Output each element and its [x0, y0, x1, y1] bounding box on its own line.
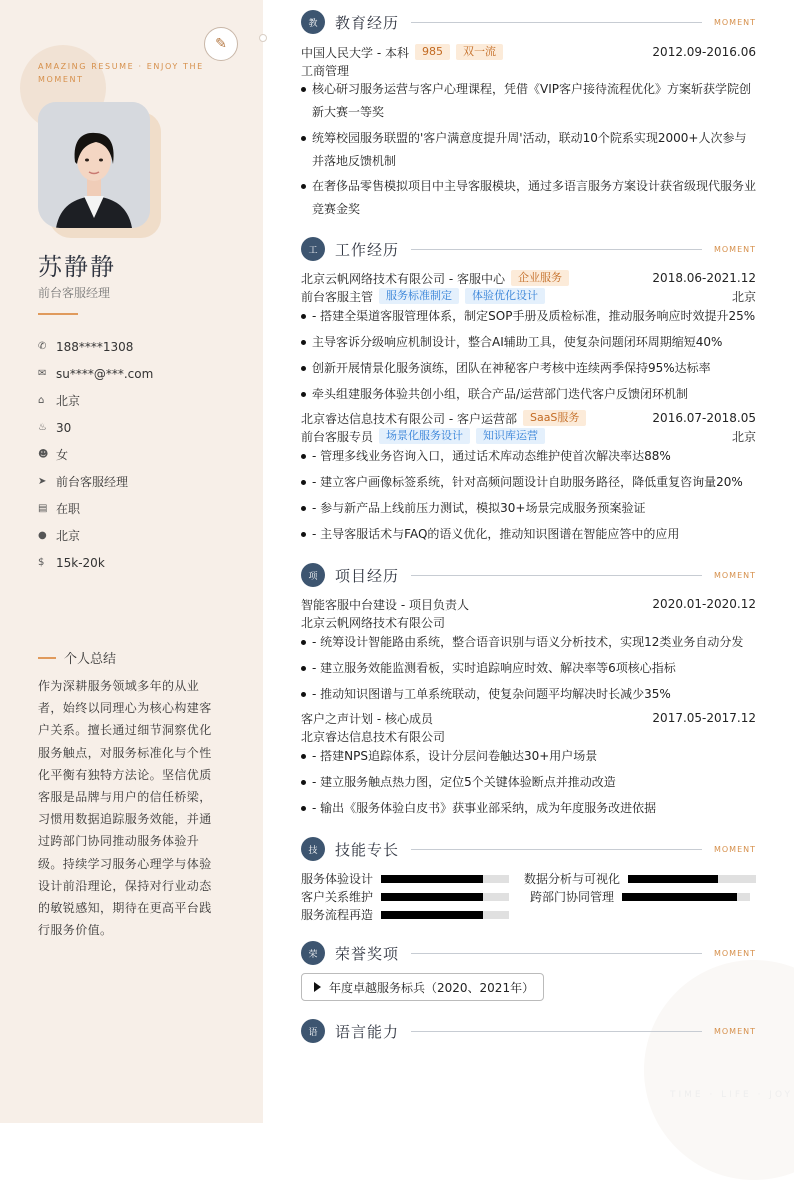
info-email: ✉ su****@***.com — [38, 366, 154, 381]
gender-icon: ☻ — [38, 449, 49, 460]
pen-icon: ✎ — [204, 27, 238, 61]
section-languages — [301, 1019, 756, 1043]
section-title: 荣誉奖项 — [335, 944, 400, 963]
section-line — [411, 849, 702, 850]
section-line — [411, 1031, 702, 1032]
avatar — [38, 102, 150, 228]
tagline: AMAZING RESUME · ENJOY THE MOMENT — [38, 62, 204, 84]
list-item: - 参与新产品上线前压力测试，模拟30+场景完成服务预案验证 — [301, 497, 756, 520]
list-item: 核心研习服务运营与客户心理课程，凭借《VIP客户接待流程优化》方案斩获学院创新大赛一等奖 — [301, 78, 756, 123]
skill-bar-fill — [622, 893, 737, 901]
info-phone: ✆ 188****1308 — [38, 339, 134, 354]
skill-bar — [381, 875, 509, 883]
section-education — [301, 10, 756, 34]
section-skills — [301, 837, 756, 861]
section-icon: 工 — [301, 237, 325, 261]
list-item: - 管理多线业务咨询入口，通过话术库动态维护使首次解决率达88% — [301, 445, 756, 468]
list-item: 牵头组建服务体验共创小组，联合产品/运营部门迭代客户反馈闭环机制 — [301, 383, 756, 406]
section-line — [411, 953, 702, 954]
list-item: 创新开展情景化服务演练，团队在神秘客户考核中连续两季保持95%达标率 — [301, 357, 756, 380]
company-tag: 企业服务 — [511, 270, 569, 286]
cake-icon: ♨ — [38, 422, 47, 433]
section-title: 项目经历 — [335, 566, 400, 585]
tag-double-first: 双一流 — [456, 44, 503, 60]
skill-bar-fill — [381, 911, 483, 919]
summary-heading: 个人总结 — [38, 648, 116, 667]
skill-bar — [381, 911, 509, 919]
list-item: 统筹校园服务联盟的'客户满意度提升周'活动，联动10个院系实现2000+人次参与并落地反馈机制 — [301, 127, 756, 172]
candidate-name: 苏静静 — [38, 253, 116, 281]
skill-bar-fill — [381, 875, 483, 883]
info-salary: $ 15k-20k — [38, 555, 105, 570]
summary-text: 作为深耕服务领域多年的从业者，始终以同理心为核心构建客户关系。擅长通过细节洞察优化服务触点，对服务标准化与个性化平衡有独特方法论。坚信优质客服是品牌与用户的信任桥梁，习惯用数据追踪服务效能，并通过跨部门协同推动服务体验升级。持续学习服务心理学与体验设计前沿理论，保持对行业动态的敏锐感知，期待在更高平台践行服务价值。 — [38, 679, 212, 938]
work-position-row: 前台客服主管 服务标准制定 体验优化设计 北京 — [301, 289, 756, 304]
section-moment: MOMENT — [713, 844, 756, 854]
info-hometown: ⌂ 北京 — [38, 394, 81, 408]
section-icon: 语 — [301, 1019, 325, 1043]
info-status: ▤ 在职 — [38, 502, 81, 516]
section-icon: 项 — [301, 563, 325, 587]
skill-item: 服务流程再造 — [301, 906, 509, 923]
section-title: 工作经历 — [335, 240, 400, 259]
decorative-dot — [259, 34, 267, 42]
section-title: 教育经历 — [335, 13, 400, 32]
section-line — [411, 249, 702, 250]
list-item: - 主导客服话术与FAQ的语义优化，推动知识图谱在智能应答中的应用 — [301, 523, 756, 546]
location-pin-icon: ● — [38, 530, 47, 541]
watermark-text: TIME · LIFE · JOY — [670, 1090, 794, 1100]
section-line — [411, 575, 702, 576]
divider — [38, 313, 78, 315]
section-icon: 荣 — [301, 941, 325, 965]
work-company-row: 北京云帆网络技术有限公司 - 客服中心 企业服务 2018.06-2021.12 — [301, 271, 756, 286]
info-gender: ☻ 女 — [38, 448, 69, 462]
project-company: 北京云帆网络技术有限公司 — [301, 615, 446, 630]
decorative-circle-bottom — [644, 960, 794, 1180]
skill-item: 服务体验设计 — [301, 870, 509, 887]
contact-info — [38, 333, 248, 576]
skill-item: 跨部门协同管理 — [530, 888, 750, 905]
tag-985: 985 — [415, 44, 450, 60]
list-item: - 搭建NPS追踪体系，设计分层问卷触达30+用户场景 — [301, 745, 756, 768]
phone-icon: ✆ — [38, 341, 47, 352]
company-tag: SaaS服务 — [523, 410, 586, 426]
list-item: - 统筹设计智能路由系统，整合语音识别与语义分析技术，实现12类业务自动分发 — [301, 631, 756, 654]
skill-bar — [381, 893, 509, 901]
play-triangle-icon — [314, 982, 321, 992]
section-moment: MOMENT — [713, 17, 756, 27]
mail-icon: ✉ — [38, 368, 47, 379]
section-moment: MOMENT — [713, 1026, 756, 1036]
list-item: - 建立客户画像标签系统，针对高频问题设计自助服务路径，降低重复咨询量20% — [301, 471, 756, 494]
position-tag: 场景化服务设计 — [379, 428, 470, 444]
skill-bar — [622, 893, 750, 901]
work-position-row: 前台客服专员 场景化服务设计 知识库运营 北京 — [301, 429, 756, 444]
info-location: ● 北京 — [38, 529, 81, 543]
skill-item: 数据分析与可视化 — [524, 870, 756, 887]
skill-bar-fill — [628, 875, 718, 883]
list-item: - 建立服务效能监测看板，实时追踪响应时效、解决率等6项核心指标 — [301, 657, 756, 680]
honor-item[interactable]: 年度卓越服务标兵（2020、2021年） — [301, 973, 544, 1001]
skill-item: 客户关系维护 — [301, 888, 509, 905]
section-title: 技能专长 — [335, 840, 400, 859]
section-honors — [301, 941, 756, 965]
position-tag: 体验优化设计 — [465, 288, 545, 304]
info-age: ♨ 30 — [38, 420, 72, 435]
candidate-role: 前台客服经理 — [38, 286, 111, 300]
section-project — [301, 563, 756, 587]
list-item: - 推动知识图谱与工单系统联动，使复杂问题平均解决时长减少35% — [301, 683, 756, 706]
list-item: - 输出《服务体验白皮书》获事业部采纳，成为年度服务改进依据 — [301, 797, 756, 820]
education-row: 中国人民大学 - 本科 985 双一流 2012.09-2016.06 — [301, 45, 756, 60]
education-dates: 2012.09-2016.06 — [652, 45, 756, 59]
list-item: 在奢侈品零售模拟项目中主导客服模块，通过多语言服务方案设计获省级现代服务业竞赛金奖 — [301, 175, 756, 220]
section-moment: MOMENT — [713, 948, 756, 958]
section-line — [411, 22, 702, 23]
list-item: - 搭建全渠道客服管理体系，制定SOP手册及质检标准，推动服务响应时效提升25% — [301, 305, 756, 328]
skill-bar-fill — [381, 893, 483, 901]
home-icon: ⌂ — [38, 395, 45, 406]
section-title: 语言能力 — [335, 1022, 400, 1041]
section-icon: 教 — [301, 10, 325, 34]
skill-bar — [628, 875, 756, 883]
list-item: 主导客诉分级响应机制设计，整合AI辅助工具，使复杂问题闭环周期缩短40% — [301, 331, 756, 354]
summary-dash — [38, 657, 56, 659]
section-moment: MOMENT — [713, 570, 756, 580]
project-row: 智能客服中台建设 - 项目负责人 2020.01-2020.12 — [301, 597, 756, 612]
info-target-role: ➤ 前台客服经理 — [38, 475, 129, 489]
section-work — [301, 237, 756, 261]
section-icon: 技 — [301, 837, 325, 861]
salary-icon: $ — [38, 557, 45, 568]
briefcase-icon: ▤ — [38, 503, 48, 514]
section-moment: MOMENT — [713, 244, 756, 254]
work-company-row: 北京睿达信息技术有限公司 - 客户运营部 SaaS服务 2016.07-2018.05 — [301, 411, 756, 426]
project-company: 北京睿达信息技术有限公司 — [301, 729, 446, 744]
send-icon: ➤ — [38, 476, 47, 487]
list-item: - 建立服务触点热力图，定位5个关键体验断点并推动改造 — [301, 771, 756, 794]
education-major: 工商管理 — [301, 63, 350, 78]
project-row: 客户之声计划 - 核心成员 2017.05-2017.12 — [301, 711, 756, 726]
position-tag: 知识库运营 — [476, 428, 545, 444]
position-tag: 服务标准制定 — [379, 288, 459, 304]
